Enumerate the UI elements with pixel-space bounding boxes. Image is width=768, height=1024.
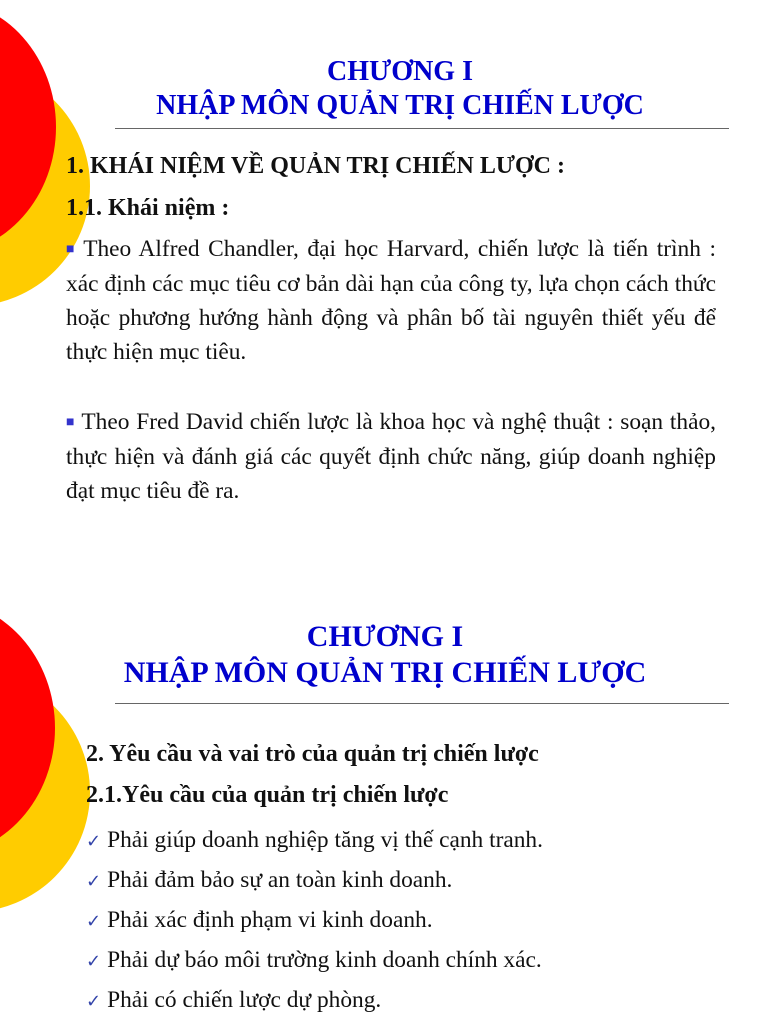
list-item xyxy=(86,820,543,860)
definition-paragraph-1 xyxy=(66,232,716,369)
square-bullet-icon: ■ xyxy=(66,415,76,430)
requirements-list xyxy=(86,820,543,1020)
definition-paragraph-2 xyxy=(66,405,716,508)
checkmark-icon: ✓ xyxy=(86,911,102,932)
list-item xyxy=(86,900,543,940)
title-line-2: NHẬP MÔN QUẢN TRỊ CHIẾN LƯỢC xyxy=(123,656,647,689)
checkmark-icon: ✓ xyxy=(86,951,102,972)
subsection-heading: 1.1. Khái niệm : xyxy=(66,195,230,221)
slide-title xyxy=(0,55,768,122)
title-divider xyxy=(115,128,729,129)
list-item xyxy=(86,980,543,1020)
title-divider xyxy=(115,703,729,704)
subsection-heading: 2.1.Yêu cầu của quản trị chiến lược xyxy=(86,782,449,808)
checkmark-icon: ✓ xyxy=(86,831,102,852)
list-item-text: Phải giúp doanh nghiệp tăng vị thế cạnh tranh. xyxy=(107,827,543,853)
title-line-1: CHƯƠNG I xyxy=(327,56,473,87)
checkmark-icon: ✓ xyxy=(86,871,102,892)
slide-title xyxy=(0,619,768,691)
list-item-text: Phải đảm bảo sự an toàn kinh doanh. xyxy=(107,867,453,893)
list-item-text: Phải xác định phạm vi kinh doanh. xyxy=(107,907,433,933)
paragraph-text: Theo Alfred Chandler, đại học Harvard, chiến lược là tiến trình : xác định các mục tiêu cơ bản dài hạn của công ty, lựa chọn cách thức hoặc phương hướng hành động và phân bố tài nguyên thiết yếu để thực hiện mục tiêu. xyxy=(66,236,716,365)
list-item xyxy=(86,860,543,900)
list-item xyxy=(86,940,543,980)
title-line-1: CHƯƠNG I xyxy=(306,620,464,653)
square-bullet-icon: ■ xyxy=(66,242,78,257)
slide-2 xyxy=(0,512,768,1024)
section-heading: 1. KHÁI NIỆM VỀ QUẢN TRỊ CHIẾN LƯỢC : xyxy=(66,153,565,179)
list-item-text: Phải dự báo môi trường kinh doanh chính xác. xyxy=(107,947,542,973)
checkmark-icon: ✓ xyxy=(86,991,102,1012)
title-line-2: NHẬP MÔN QUẢN TRỊ CHIẾN LƯỢC xyxy=(156,89,644,121)
list-item-text: Phải có chiến lược dự phòng. xyxy=(107,987,382,1013)
section-heading: 2. Yêu cầu và vai trò của quản trị chiến lược xyxy=(86,741,539,767)
paragraph-text: Theo Fred David chiến lược là khoa học và nghệ thuật : soạn thảo, thực hiện và đánh giá các quyết định chức năng, giúp doanh nghiệp đạt mục tiêu đề ra. xyxy=(66,409,716,504)
